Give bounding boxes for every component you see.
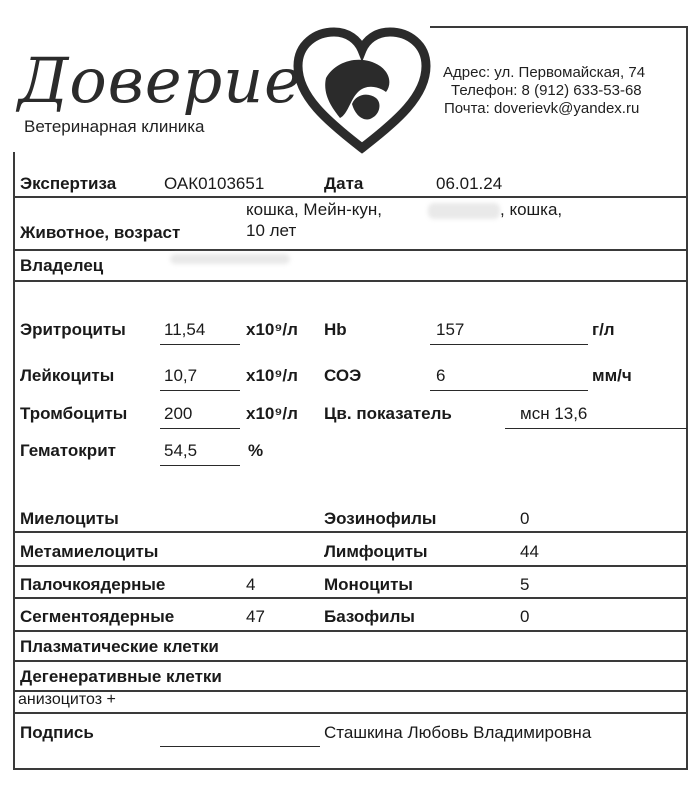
row-divider: [13, 597, 688, 599]
expertise-label: Экспертиза: [20, 174, 117, 193]
hct-value: 54,5: [164, 441, 198, 460]
hb-value: 157: [436, 320, 465, 339]
basophils-value: 0: [520, 607, 530, 626]
rbc-underline: [160, 344, 240, 345]
hct-label: Гематокрит: [20, 441, 116, 460]
animal-label: Животное, возраст: [20, 223, 181, 242]
date-label: Дата: [324, 174, 364, 193]
basophils-label: Базофилы: [324, 607, 415, 626]
signer-name: Сташкина Любовь Владимировна: [324, 723, 592, 742]
hct-underline: [160, 465, 240, 466]
hct-unit: %: [248, 441, 264, 460]
ci-underline: [505, 428, 687, 429]
row-divider: [13, 630, 688, 632]
owner-label: Владелец: [20, 256, 104, 275]
segmented-value: 47: [246, 607, 265, 626]
segmented-label: Сегментоядерные: [20, 607, 175, 626]
wbc-unit: x10⁹/л: [246, 366, 298, 385]
heart-animal-icon: [292, 26, 432, 156]
row-divider: [13, 196, 688, 198]
redacted-owner: [170, 254, 290, 264]
plt-unit: x10⁹/л: [246, 404, 298, 423]
band-value: 4: [246, 575, 256, 594]
animal-value-tail: , кошка,: [500, 200, 563, 219]
row-divider: [13, 280, 688, 282]
left-border: [13, 152, 15, 770]
hb-underline: [430, 344, 588, 345]
row-divider: [13, 249, 688, 251]
degenerative-cells-label: Дегенеративные клетки: [20, 667, 222, 686]
plasma-cells-label: Плазматические клетки: [20, 637, 219, 656]
eosinophils-value: 0: [520, 509, 530, 528]
logo-subtitle: Ветеринарная клиника: [24, 117, 205, 136]
esr-unit: мм/ч: [592, 366, 632, 385]
plt-underline: [160, 428, 240, 429]
signature-label: Подпись: [20, 723, 94, 742]
lymphocytes-label: Лимфоциты: [324, 542, 428, 561]
top-border: [430, 26, 688, 28]
eosinophils-label: Эозинофилы: [324, 509, 437, 528]
metamyelocytes-label: Метамиелоциты: [20, 542, 159, 561]
ci-label: Цв. показатель: [324, 404, 452, 423]
esr-value: 6: [436, 366, 446, 385]
clinic-phone: Телефон: 8 (912) 633-53-68: [451, 82, 642, 99]
expertise-value: ОАК0103651: [164, 174, 265, 193]
logo-title: Доверие: [18, 44, 302, 117]
right-border: [686, 26, 688, 770]
row-divider: [13, 660, 688, 662]
date-value: 06.01.24: [436, 174, 503, 193]
rbc-value: 11,54: [164, 320, 206, 339]
animal-value-line2: 10 лет: [246, 221, 297, 240]
plt-value: 200: [164, 404, 193, 423]
plt-label: Тромбоциты: [20, 404, 128, 423]
animal-value-line1: кошка, Мейн-кун,: [246, 200, 383, 219]
bottom-border: [13, 768, 688, 770]
rbc-label: Эритроциты: [20, 320, 126, 339]
monocytes-label: Моноциты: [324, 575, 413, 594]
hb-unit: г/л: [592, 320, 615, 339]
wbc-underline: [160, 390, 240, 391]
esr-underline: [430, 390, 588, 391]
monocytes-value: 5: [520, 575, 530, 594]
redacted-name: [428, 203, 500, 219]
wbc-value: 10,7: [164, 366, 198, 385]
clinic-email: Почта: doverievk@yandex.ru: [444, 100, 640, 117]
hb-label: Hb: [324, 320, 347, 339]
myelocytes-label: Миелоциты: [20, 509, 119, 528]
note-text: анизоцитоз +: [18, 691, 116, 708]
esr-label: СОЭ: [324, 366, 362, 385]
lymphocytes-value: 44: [520, 542, 539, 561]
row-divider: [13, 565, 688, 567]
row-divider: [13, 712, 688, 714]
clinic-address: Адрес: ул. Первомайская, 74: [443, 64, 646, 81]
band-label: Палочкоядерные: [20, 575, 166, 594]
rbc-unit: x10⁹/л: [246, 320, 298, 339]
wbc-label: Лейкоциты: [20, 366, 115, 385]
ci-value: мсн 13,6: [520, 404, 588, 423]
row-divider: [13, 531, 688, 533]
signature-line: [160, 746, 320, 747]
